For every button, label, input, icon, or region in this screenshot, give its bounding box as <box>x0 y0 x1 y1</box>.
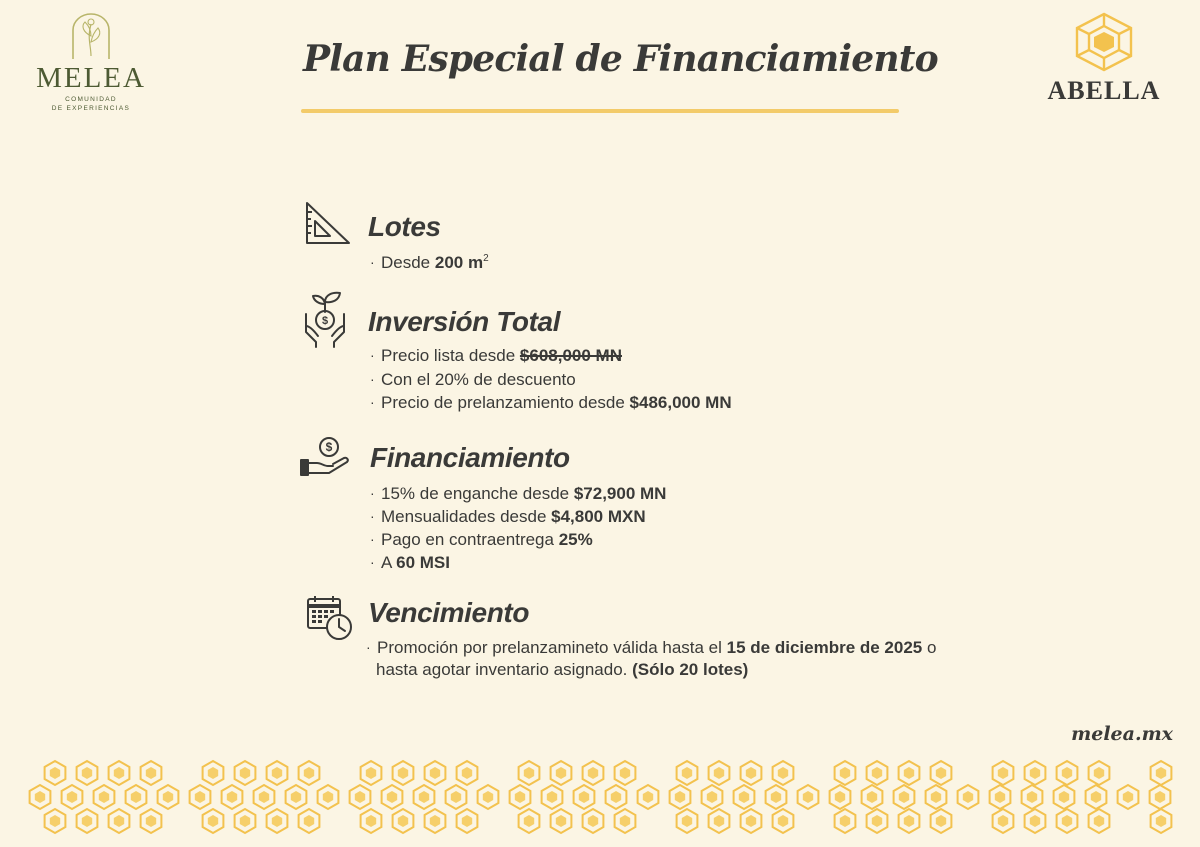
honeycomb-cell <box>798 785 819 809</box>
hand-coin-icon <box>299 436 351 478</box>
abella-logo-name: ABELLA <box>1047 76 1161 105</box>
bullet-text: Desde <box>381 253 435 272</box>
honeycomb-cell <box>425 761 446 785</box>
list-price-strikethrough: $608,000 MN <box>519 346 622 365</box>
honeycomb-cell <box>899 809 920 833</box>
honeycomb-cell <box>510 785 531 809</box>
honeycomb-cell <box>583 809 604 833</box>
honeycomb-cube-icon <box>1071 12 1137 72</box>
honeycomb-cell <box>677 809 698 833</box>
honeycomb-cell <box>393 809 414 833</box>
honeycomb-cell <box>62 785 83 809</box>
honeycomb-cell <box>77 809 98 833</box>
bullet-text: Con el 20% de descuento <box>381 370 576 389</box>
inversion-bullet-2 <box>370 371 576 388</box>
honeycomb-cell <box>867 809 888 833</box>
honeycomb-cell <box>94 785 115 809</box>
honeycomb-cell <box>867 761 888 785</box>
calendar-clock-icon <box>306 594 354 642</box>
bullet-dot: · <box>370 554 375 570</box>
financiamiento-bullet-2 <box>370 508 646 525</box>
honeycomb-cell <box>899 761 920 785</box>
bullet-text: 15% de enganche desde <box>381 484 574 503</box>
melea-subtitle-line2: DE EXPERIENCIAS <box>51 104 131 112</box>
honeycomb-cell <box>457 809 478 833</box>
honeycomb-cell <box>551 809 572 833</box>
bullet-dot: · <box>370 347 375 363</box>
set-square-icon <box>304 200 352 246</box>
bullet-dot: · <box>370 371 375 387</box>
honeycomb-pattern <box>0 756 1200 847</box>
honeycomb-cell <box>734 785 755 809</box>
honeycomb-cell <box>670 785 691 809</box>
page-title: Plan Especial de Financiamiento <box>303 38 938 80</box>
honeycomb-cell <box>126 785 147 809</box>
honeycomb-cell <box>235 761 256 785</box>
honeycomb-cell <box>606 785 627 809</box>
honeycomb-cell <box>141 809 162 833</box>
bullet-dot: · <box>370 254 375 270</box>
bullet-text: Mensualidades desde <box>381 507 552 526</box>
bullet-bold: 60 MSI <box>396 553 450 572</box>
honeycomb-cell <box>203 809 224 833</box>
honeycomb-cell <box>835 761 856 785</box>
bullet-text: Pago en contraentrega <box>381 530 559 549</box>
bullet-bold: $486,000 MN <box>629 393 732 412</box>
honeycomb-cell <box>519 761 540 785</box>
honeycomb-cell <box>551 761 572 785</box>
inversion-bullet-1 <box>370 347 622 364</box>
bullet-bold: 200 m <box>434 253 484 272</box>
honeycomb-cell <box>677 761 698 785</box>
honeycomb-cell <box>1057 809 1078 833</box>
honeycomb-cell <box>254 785 275 809</box>
lotes-bullet-1 <box>370 254 489 271</box>
honeycomb-cell <box>158 785 179 809</box>
bullet-dot: · <box>370 531 375 547</box>
honeycomb-cell <box>1025 761 1046 785</box>
honeycomb-cell <box>702 785 723 809</box>
honeycomb-cell <box>1086 785 1107 809</box>
honeycomb-cell <box>931 809 952 833</box>
honeycomb-cell <box>1057 761 1078 785</box>
bullet-text-tail: o <box>922 638 937 657</box>
melea-logo <box>30 12 152 114</box>
honeycomb-cell <box>286 785 307 809</box>
honeycomb-cell <box>235 809 256 833</box>
honeycomb-cell <box>993 809 1014 833</box>
inversion-bullet-3 <box>370 394 732 411</box>
honeycomb-cell <box>958 785 979 809</box>
honeycomb-cell <box>862 785 883 809</box>
honeycomb-cell <box>1118 785 1139 809</box>
vencimiento-line-2 <box>376 661 748 678</box>
financiamiento-bullet-3 <box>370 531 593 548</box>
honeycomb-cell <box>446 785 467 809</box>
bullet-text: Promoción por prelanzamineto válida hasta el <box>377 638 727 657</box>
honeycomb-cell <box>894 785 915 809</box>
bullet-dot: · <box>370 508 375 524</box>
honeycomb-cell <box>990 785 1011 809</box>
honeycomb-cell <box>361 809 382 833</box>
section-heading-financiamiento: Financiamiento <box>370 442 570 473</box>
honeycomb-cell <box>615 809 636 833</box>
honeycomb-cell <box>478 785 499 809</box>
honeycomb-cell <box>77 761 98 785</box>
honeycomb-cell <box>1150 785 1171 809</box>
honeycomb-cell <box>30 785 51 809</box>
honeycomb-cell <box>741 809 762 833</box>
bullet-bold: 25% <box>558 530 593 549</box>
section-heading-inversion: Inversión Total <box>368 306 561 337</box>
vencimiento-line-1 <box>366 639 936 656</box>
honeycomb-cell <box>709 761 730 785</box>
bullet-dot: · <box>370 485 375 501</box>
honeycomb-cell <box>574 785 595 809</box>
honeycomb-cell <box>931 761 952 785</box>
honeycomb-cell <box>414 785 435 809</box>
melea-subtitle-line1: COMUNIDAD <box>65 96 117 103</box>
honeycomb-cell <box>615 761 636 785</box>
honeycomb-cell <box>109 761 130 785</box>
honeycomb-cell <box>109 809 130 833</box>
honeycomb-cell <box>141 761 162 785</box>
honeycomb-cell <box>350 785 371 809</box>
honeycomb-cell <box>1089 809 1110 833</box>
honeycomb-cell <box>638 785 659 809</box>
honeycomb-cell <box>425 809 446 833</box>
honeycomb-cell <box>1025 809 1046 833</box>
melea-arch-icon <box>69 12 113 60</box>
melea-logo-subtitle <box>30 96 152 114</box>
honeycomb-cell <box>457 761 478 785</box>
honeycomb-cell <box>583 761 604 785</box>
honeycomb-cell <box>393 761 414 785</box>
melea-logo-name: MELEA <box>36 62 146 94</box>
lots-available-note: (Sólo 20 lotes) <box>632 660 749 679</box>
bullet-text: Precio lista desde <box>381 346 520 365</box>
svg-text:$: $ <box>321 315 329 327</box>
honeycomb-cell <box>926 785 947 809</box>
deadline-date: 15 de diciembre de 2025 <box>726 638 923 657</box>
honeycomb-cell <box>1022 785 1043 809</box>
title-underline <box>301 109 899 113</box>
bullet-dot: · <box>366 639 371 655</box>
svg-text:$: $ <box>325 440 333 454</box>
financiamiento-bullet-4 <box>370 554 450 571</box>
honeycomb-cell <box>1151 761 1172 785</box>
honeycomb-cell <box>45 761 66 785</box>
bullet-dot: · <box>370 394 375 410</box>
honeycomb-cell <box>1151 809 1172 833</box>
section-heading-lotes: Lotes <box>368 211 441 242</box>
honeycomb-cell <box>773 761 794 785</box>
honeycomb-cell <box>203 761 224 785</box>
bullet-bold: $4,800 MXN <box>551 507 646 526</box>
honeycomb-cell <box>835 809 856 833</box>
hands-money-plant-icon <box>302 290 348 348</box>
financiamiento-bullet-1 <box>370 485 666 502</box>
honeycomb-cell <box>519 809 540 833</box>
honeycomb-cell <box>222 785 243 809</box>
section-heading-vencimiento: Vencimiento <box>368 597 530 628</box>
honeycomb-cell <box>1089 761 1110 785</box>
honeycomb-cell <box>1054 785 1075 809</box>
honeycomb-cell <box>267 761 288 785</box>
abella-logo <box>1038 12 1170 104</box>
honeycomb-cell <box>741 761 762 785</box>
honeycomb-cell <box>299 761 320 785</box>
honeycomb-cell <box>709 809 730 833</box>
honeycomb-cell <box>299 809 320 833</box>
bullet-text: A <box>381 553 397 572</box>
website-link[interactable]: melea.mx <box>1071 723 1173 745</box>
bullet-bold: $72,900 MN <box>573 484 667 503</box>
honeycomb-cell <box>382 785 403 809</box>
honeycomb-cell <box>830 785 851 809</box>
bullet-text: hasta agotar inventario asignado. <box>376 660 633 679</box>
honeycomb-cell <box>267 809 288 833</box>
honeycomb-cell <box>45 809 66 833</box>
honeycomb-cell <box>773 809 794 833</box>
honeycomb-cell <box>361 761 382 785</box>
bullet-superscript: 2 <box>483 253 489 264</box>
honeycomb-cell <box>766 785 787 809</box>
honeycomb-cell <box>542 785 563 809</box>
honeycomb-cell <box>993 761 1014 785</box>
honeycomb-cell <box>190 785 211 809</box>
bullet-text: Precio de prelanzamiento desde <box>381 393 630 412</box>
honeycomb-cell <box>318 785 339 809</box>
